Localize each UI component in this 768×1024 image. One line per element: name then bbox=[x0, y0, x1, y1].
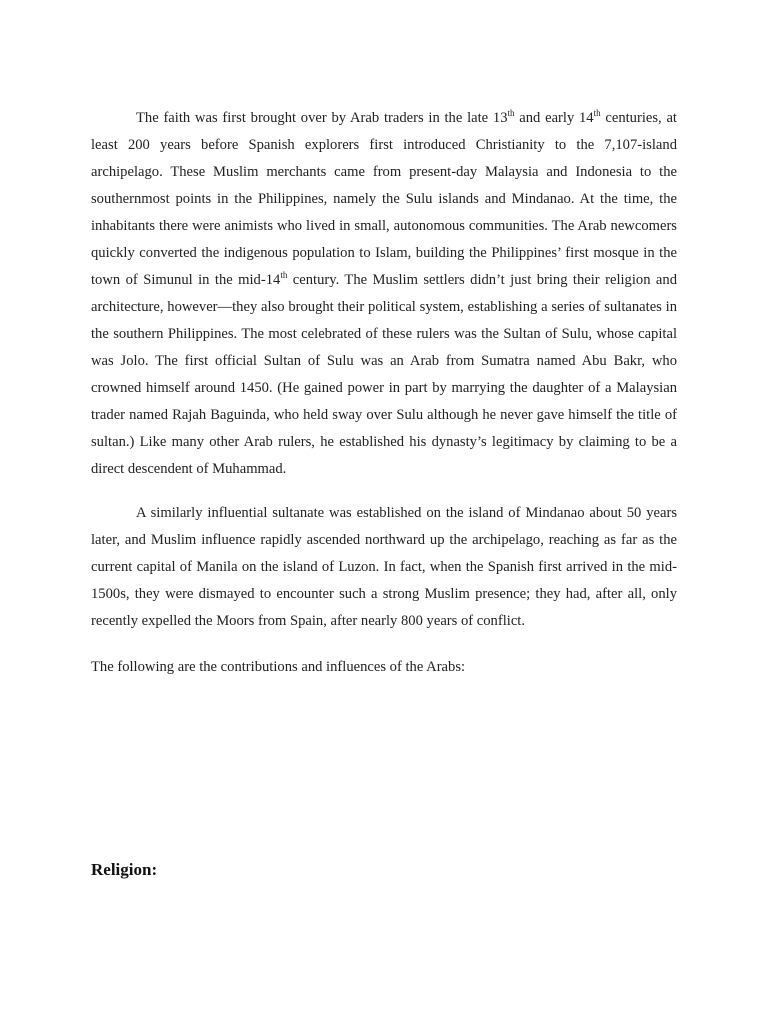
superscript-th: th bbox=[593, 108, 601, 118]
superscript-th: th bbox=[280, 270, 288, 280]
paragraph-3-text: The following are the contributions and influences of the Arabs: bbox=[91, 659, 466, 675]
paragraph-1-text-b: and early 14 bbox=[514, 110, 594, 126]
paragraph-contributions-intro bbox=[91, 654, 677, 681]
paragraph-2-text: A similarly influential sultanate was established on the island of Mindanao about 50 years later, and Muslim influence rapidly ascended northward up the archipelago, reaching as far as the current capital of Manila on the island of Luzon. In fact, when the Spanish first arrived in the mid-1500s, they were dismayed to encounter such a strong Muslim presence; they had, after all, only recently expelled the Moors from Spain, after nearly 800 years of conflict. bbox=[91, 505, 677, 629]
superscript-th: th bbox=[507, 108, 515, 118]
paragraph-mindanao-sultanate bbox=[91, 500, 677, 635]
section-heading-religion: Religion: bbox=[91, 860, 158, 879]
paragraph-1-text-c: centuries, at least 200 years before Spanish explorers first introduced Christianity to the 7,107-island archipelago. These Muslim merchants came from present-day Malaysia and Indonesia to the southernmost points in the Philippines, namely the Sulu islands and Mindanao. At the time, the inhabitants there were animists who lived in small, autonomous communities. The Arab newcomers quickly converted the indigenous population to Islam, building the Philippines’ first mosque in the town of Simunul in the mid-14 bbox=[91, 110, 677, 288]
paragraph-1-text-a: The faith was first brought over by Arab traders in the late 13 bbox=[136, 110, 508, 126]
paragraph-1-text-d: century. The Muslim settlers didn’t just bring their religion and architecture, however—they also brought their political system, establishing a series of sultanates in the southern Philippines. The most celebrated of these rulers was the Sultan of Sulu, whose capital was Jolo. The first official Sultan of Sulu was an Arab from Sumatra named Abu Bakr, who crowned himself around 1450. (He gained power in part by marrying the daughter of a Malaysian trader named Rajah Baguinda, who held sway over Sulu although he never gave himself the title of sultan.) Like many other Arab rulers, he established his dynasty’s legitimacy by claiming to be a direct descendent of Muhammad. bbox=[91, 272, 677, 477]
paragraph-arab-traders bbox=[91, 105, 677, 483]
